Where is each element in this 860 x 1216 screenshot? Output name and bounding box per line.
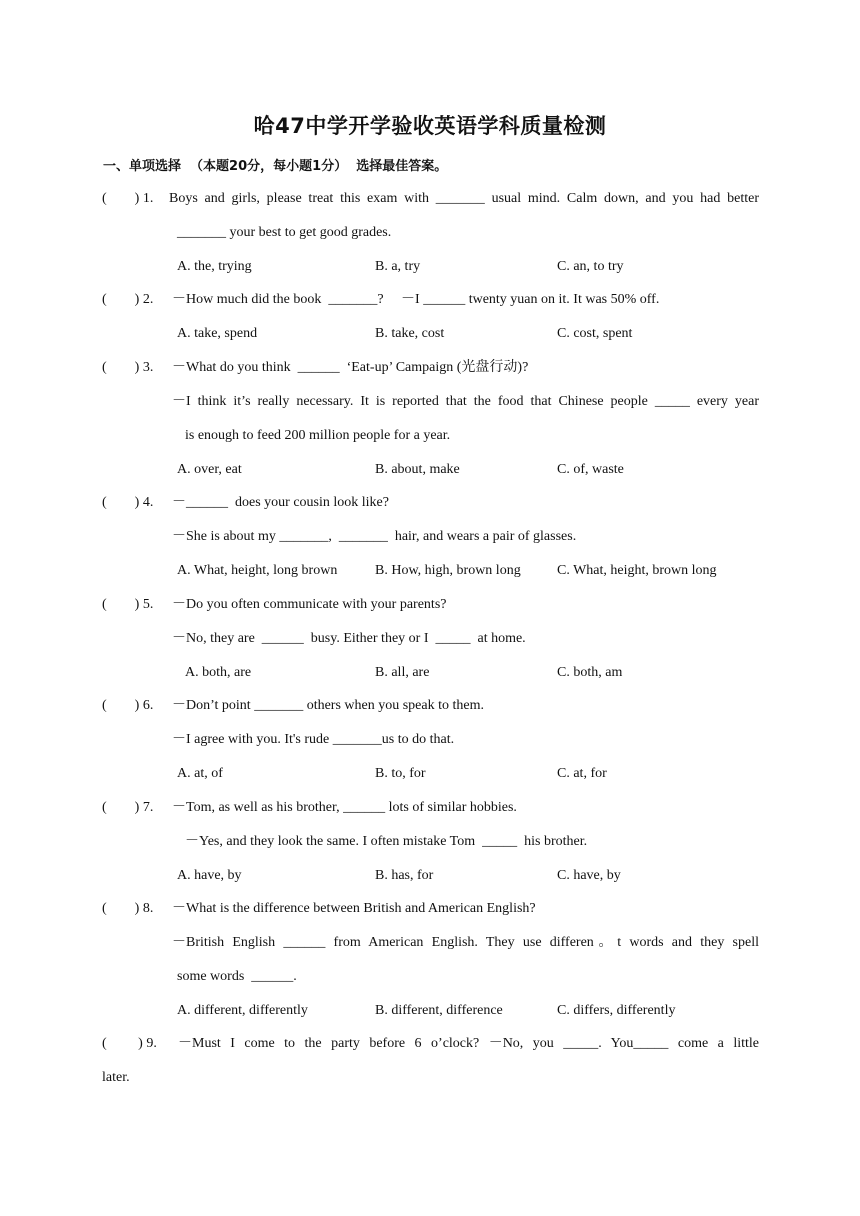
option-c: C. What, height, brown long — [557, 563, 717, 578]
option-a: A. both, are — [185, 665, 252, 680]
question-number: ( ) 7. — [102, 800, 154, 815]
option-b: B. all, are — [375, 665, 430, 680]
question-text: －No, they are ______ busy. Either they or I _____ at home. — [172, 631, 526, 646]
question-number: ( ) 5. — [102, 597, 154, 612]
option-c: C. differs, differently — [557, 1003, 676, 1018]
question-text: _______ your best to get good grades. — [177, 225, 392, 240]
question-number: ( ) 1. — [102, 191, 154, 206]
question-text: －What is the difference between British and American English? — [172, 901, 536, 916]
question-number: ( ) 8. — [102, 901, 154, 916]
option-a: A. What, height, long brown — [177, 563, 338, 578]
option-a: A. the, trying — [177, 259, 252, 274]
question-text: －I agree with you. It's rude _______us to do that. — [172, 732, 455, 747]
option-a: A. different, differently — [177, 1003, 308, 1018]
option-b: B. to, for — [375, 766, 426, 781]
option-c: C. an, to try — [557, 259, 624, 274]
option-b: B. has, for — [375, 868, 434, 883]
question-number: ( ) 3. — [102, 360, 154, 375]
question-text: Boys and girls, please treat this exam with _______ usual mind. Calm down, and you had better — [169, 191, 759, 206]
question-number: ( ) 2. — [102, 292, 154, 307]
section-heading: 一、单项选择 （本题20分，每小题1分） 选择最佳答案。 — [103, 159, 448, 174]
question-text: －______ does your cousin look like? — [172, 495, 389, 510]
option-a: A. take, spend — [177, 326, 258, 341]
option-c: C. have, by — [557, 868, 621, 883]
option-c: C. at, for — [557, 766, 607, 781]
option-b: B. different, difference — [375, 1003, 503, 1018]
question-text: －British English ______ from American English. They use differen。t words and they spell — [172, 935, 759, 950]
question-text: some words ______. — [177, 969, 297, 984]
option-a: A. have, by — [177, 868, 242, 883]
question-number: ( ) 6. — [102, 698, 154, 713]
option-a: A. at, of — [177, 766, 223, 781]
question-text: －Don’t point _______ others when you speak to them. — [172, 698, 484, 713]
option-b: B. about, make — [375, 462, 460, 477]
question-text: －How much did the book _______? －I ______ twenty yuan on it. It was 50% off. — [172, 292, 660, 307]
option-b: B. a, try — [375, 259, 421, 274]
option-b: B. take, cost — [375, 326, 445, 341]
question-text: －What do you think ______ ‘Eat-up’ Campaign (光盘行动)? — [172, 360, 529, 375]
question-number: ( ) 9. — [102, 1036, 157, 1051]
option-c: C. of, waste — [557, 462, 624, 477]
option-c: C. cost, spent — [557, 326, 633, 341]
option-a: A. over, eat — [177, 462, 242, 477]
page-title: 哈47中学开学验收英语学科质量检测 — [253, 114, 607, 138]
question-text: －Do you often communicate with your parents? — [172, 597, 447, 612]
question-text: －She is about my _______, _______ hair, and wears a pair of glasses. — [172, 529, 577, 544]
question-text: later. — [102, 1070, 130, 1085]
question-number: ( ) 4. — [102, 495, 154, 510]
question-text: is enough to feed 200 million people for a year. — [185, 428, 451, 443]
question-text: －Must I come to the party before 6 o’clock? －No, you _____. You_____ come a little — [178, 1036, 759, 1051]
question-text: －Tom, as well as his brother, ______ lots of similar hobbies. — [172, 800, 517, 815]
question-text: －I think it’s really necessary. It is reported that the food that Chinese people _____ every year — [172, 394, 759, 409]
question-text: －Yes, and they look the same. I often mistake Tom _____ his brother. — [185, 834, 588, 849]
option-c: C. both, am — [557, 665, 623, 680]
option-b: B. How, high, brown long — [375, 563, 521, 578]
